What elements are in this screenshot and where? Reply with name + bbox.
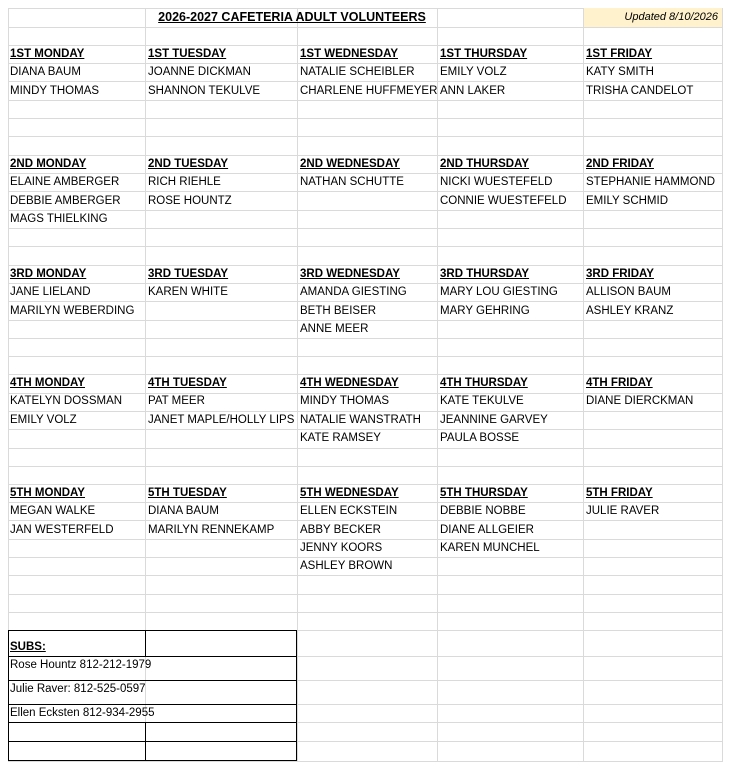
volunteer-name[interactable]: PAULA BOSSE (440, 431, 520, 444)
volunteer-name[interactable]: ELLEN ECKSTEIN (300, 505, 398, 518)
volunteer-name[interactable]: JOANNE DICKMAN (148, 66, 251, 79)
day-header[interactable]: 4TH TUESDAY (148, 377, 227, 389)
volunteer-name[interactable]: TRISHA CANDELOT (586, 84, 694, 97)
volunteer-name[interactable]: STEPHANIE HAMMOND (586, 176, 716, 189)
volunteer-name[interactable]: ALLISON BAUM (586, 286, 671, 299)
volunteer-name[interactable]: ELAINE AMBERGER (10, 176, 120, 189)
day-header[interactable]: 5TH FRIDAY (586, 487, 653, 499)
grid-row-line (8, 338, 722, 339)
volunteer-name[interactable]: MARY LOU GIESTING (440, 286, 558, 299)
volunteer-name[interactable]: AMANDA GIESTING (300, 286, 407, 299)
volunteer-name[interactable]: NATHAN SCHUTTE (300, 176, 404, 189)
volunteer-name[interactable]: EMILY SCHMID (586, 194, 669, 207)
sub-entry-3[interactable]: Ellen Ecksten 812-934-2955 (10, 707, 155, 719)
day-header[interactable]: 3RD WEDNESDAY (300, 268, 400, 280)
day-header[interactable]: 2ND TUESDAY (148, 158, 229, 170)
volunteer-name[interactable]: JANET MAPLE/HOLLY LIPS (148, 413, 295, 426)
grid-row-line (8, 466, 722, 467)
day-header[interactable]: 5TH TUESDAY (148, 487, 227, 499)
subs-header[interactable]: SUBS: (10, 641, 46, 653)
grid-row-line (8, 356, 722, 357)
volunteer-name[interactable]: ANNE MEER (300, 322, 369, 335)
volunteer-name[interactable]: ROSE HOUNTZ (148, 194, 232, 207)
updated-date-cell[interactable]: Updated 8/10/2026 (584, 8, 722, 27)
day-header[interactable]: 1ST FRIDAY (586, 48, 653, 60)
volunteer-name[interactable]: MARILYN RENNEKAMP (148, 523, 275, 536)
volunteer-name[interactable]: JAN WESTERFELD (10, 523, 114, 536)
volunteer-name[interactable]: KATY SMITH (586, 66, 654, 79)
day-header[interactable]: 2ND THURSDAY (440, 158, 530, 170)
volunteer-name[interactable]: KATE RAMSEY (300, 431, 381, 444)
volunteer-name[interactable]: MARILYN WEBERDING (10, 304, 135, 317)
sub-entry-1[interactable]: Rose Hountz 812-212-1979 (10, 659, 152, 671)
volunteer-name[interactable]: KAREN MUNCHEL (440, 541, 540, 554)
day-header[interactable]: 3RD THURSDAY (440, 268, 530, 280)
subs-row-line (8, 722, 297, 723)
volunteer-name[interactable]: MINDY THOMAS (300, 395, 390, 408)
grid-row-line (8, 27, 722, 28)
day-header[interactable]: 1ST WEDNESDAY (300, 48, 398, 60)
day-header[interactable]: 2ND FRIDAY (586, 158, 654, 170)
day-header[interactable]: 4TH THURSDAY (440, 377, 528, 389)
grid-column-line (722, 8, 723, 762)
day-header[interactable]: 4TH FRIDAY (586, 377, 653, 389)
day-header[interactable]: 3RD TUESDAY (148, 268, 229, 280)
volunteer-name[interactable]: EMILY VOLZ (440, 66, 507, 79)
volunteer-name[interactable]: NICKI WUESTEFELD (440, 176, 553, 189)
volunteer-name[interactable]: SHANNON TEKULVE (148, 84, 261, 97)
volunteer-name[interactable]: EMILY VOLZ (10, 413, 77, 426)
volunteer-name[interactable]: ASHLEY BROWN (300, 560, 393, 573)
sheet-title[interactable]: 2026-2027 CAFETERIA ADULT VOLUNTEERS (158, 10, 426, 24)
grid-row-line (8, 136, 722, 137)
volunteer-name[interactable]: CONNIE WUESTEFELD (440, 194, 567, 207)
volunteer-name[interactable]: BETH BEISER (300, 304, 377, 317)
volunteer-name[interactable]: KAREN WHITE (148, 286, 228, 299)
day-header[interactable]: 1ST TUESDAY (148, 48, 227, 60)
volunteer-name[interactable]: ABBY BECKER (300, 523, 381, 536)
grid-row-line (8, 118, 722, 119)
volunteer-name[interactable]: JEANNINE GARVEY (440, 413, 548, 426)
subs-column-line (145, 722, 146, 761)
volunteer-name[interactable]: PAT MEER (148, 395, 205, 408)
volunteer-name[interactable]: JULIE RAVER (586, 505, 660, 518)
subs-row-line (8, 741, 297, 742)
volunteer-name[interactable]: ASHLEY KRANZ (586, 304, 674, 317)
volunteer-name[interactable]: NATALIE WANSTRATH (300, 413, 421, 426)
volunteer-name[interactable]: MINDY THOMAS (10, 84, 100, 97)
volunteer-name[interactable]: JENNY KOORS (300, 541, 383, 554)
volunteer-name[interactable]: DIANE DIERCKMAN (586, 395, 694, 408)
sub-entry-2[interactable]: Julie Raver: 812-525-0597 (10, 683, 146, 695)
volunteer-name[interactable]: CHARLENE HUFFMEYER (300, 84, 438, 97)
grid-row-line (8, 246, 722, 247)
day-header[interactable]: 1ST MONDAY (10, 48, 85, 60)
volunteer-name[interactable]: RICH RIEHLE (148, 176, 221, 189)
grid-row-line (8, 228, 722, 229)
day-header[interactable]: 5TH THURSDAY (440, 487, 528, 499)
day-header[interactable]: 5TH WEDNESDAY (300, 487, 399, 499)
day-header[interactable]: 4TH MONDAY (10, 377, 85, 389)
volunteer-name[interactable]: JANE LIELAND (10, 286, 91, 299)
grid-row-line (8, 448, 722, 449)
day-header[interactable]: 3RD MONDAY (10, 268, 87, 280)
day-header[interactable]: 1ST THURSDAY (440, 48, 528, 60)
volunteer-name[interactable]: ANN LAKER (440, 84, 506, 97)
volunteer-name[interactable]: KATELYN DOSSMAN (10, 395, 123, 408)
volunteer-name[interactable]: DEBBIE AMBERGER (10, 194, 121, 207)
day-header[interactable]: 5TH MONDAY (10, 487, 85, 499)
day-header[interactable]: 2ND MONDAY (10, 158, 87, 170)
subs-column-line (145, 630, 146, 656)
volunteer-name[interactable]: DIANA BAUM (148, 505, 219, 518)
grid-row-line (8, 594, 722, 595)
volunteer-name[interactable]: DIANE ALLGEIER (440, 523, 534, 536)
grid-row-line (8, 612, 722, 613)
grid-row-line (8, 100, 722, 101)
grid-row-line (8, 761, 722, 762)
volunteer-name[interactable]: KATE TEKULVE (440, 395, 524, 408)
volunteer-name[interactable]: NATALIE SCHEIBLER (300, 66, 415, 79)
day-header[interactable]: 3RD FRIDAY (586, 268, 654, 280)
volunteer-name[interactable]: DIANA BAUM (10, 66, 81, 79)
volunteer-name[interactable]: DEBBIE NOBBE (440, 505, 526, 518)
day-header[interactable]: 4TH WEDNESDAY (300, 377, 399, 389)
volunteer-name[interactable]: MEGAN WALKE (10, 505, 96, 518)
volunteer-name[interactable]: MAGS THIELKING (10, 212, 108, 225)
volunteer-name[interactable]: MARY GEHRING (440, 304, 530, 317)
day-header[interactable]: 2ND WEDNESDAY (300, 158, 400, 170)
